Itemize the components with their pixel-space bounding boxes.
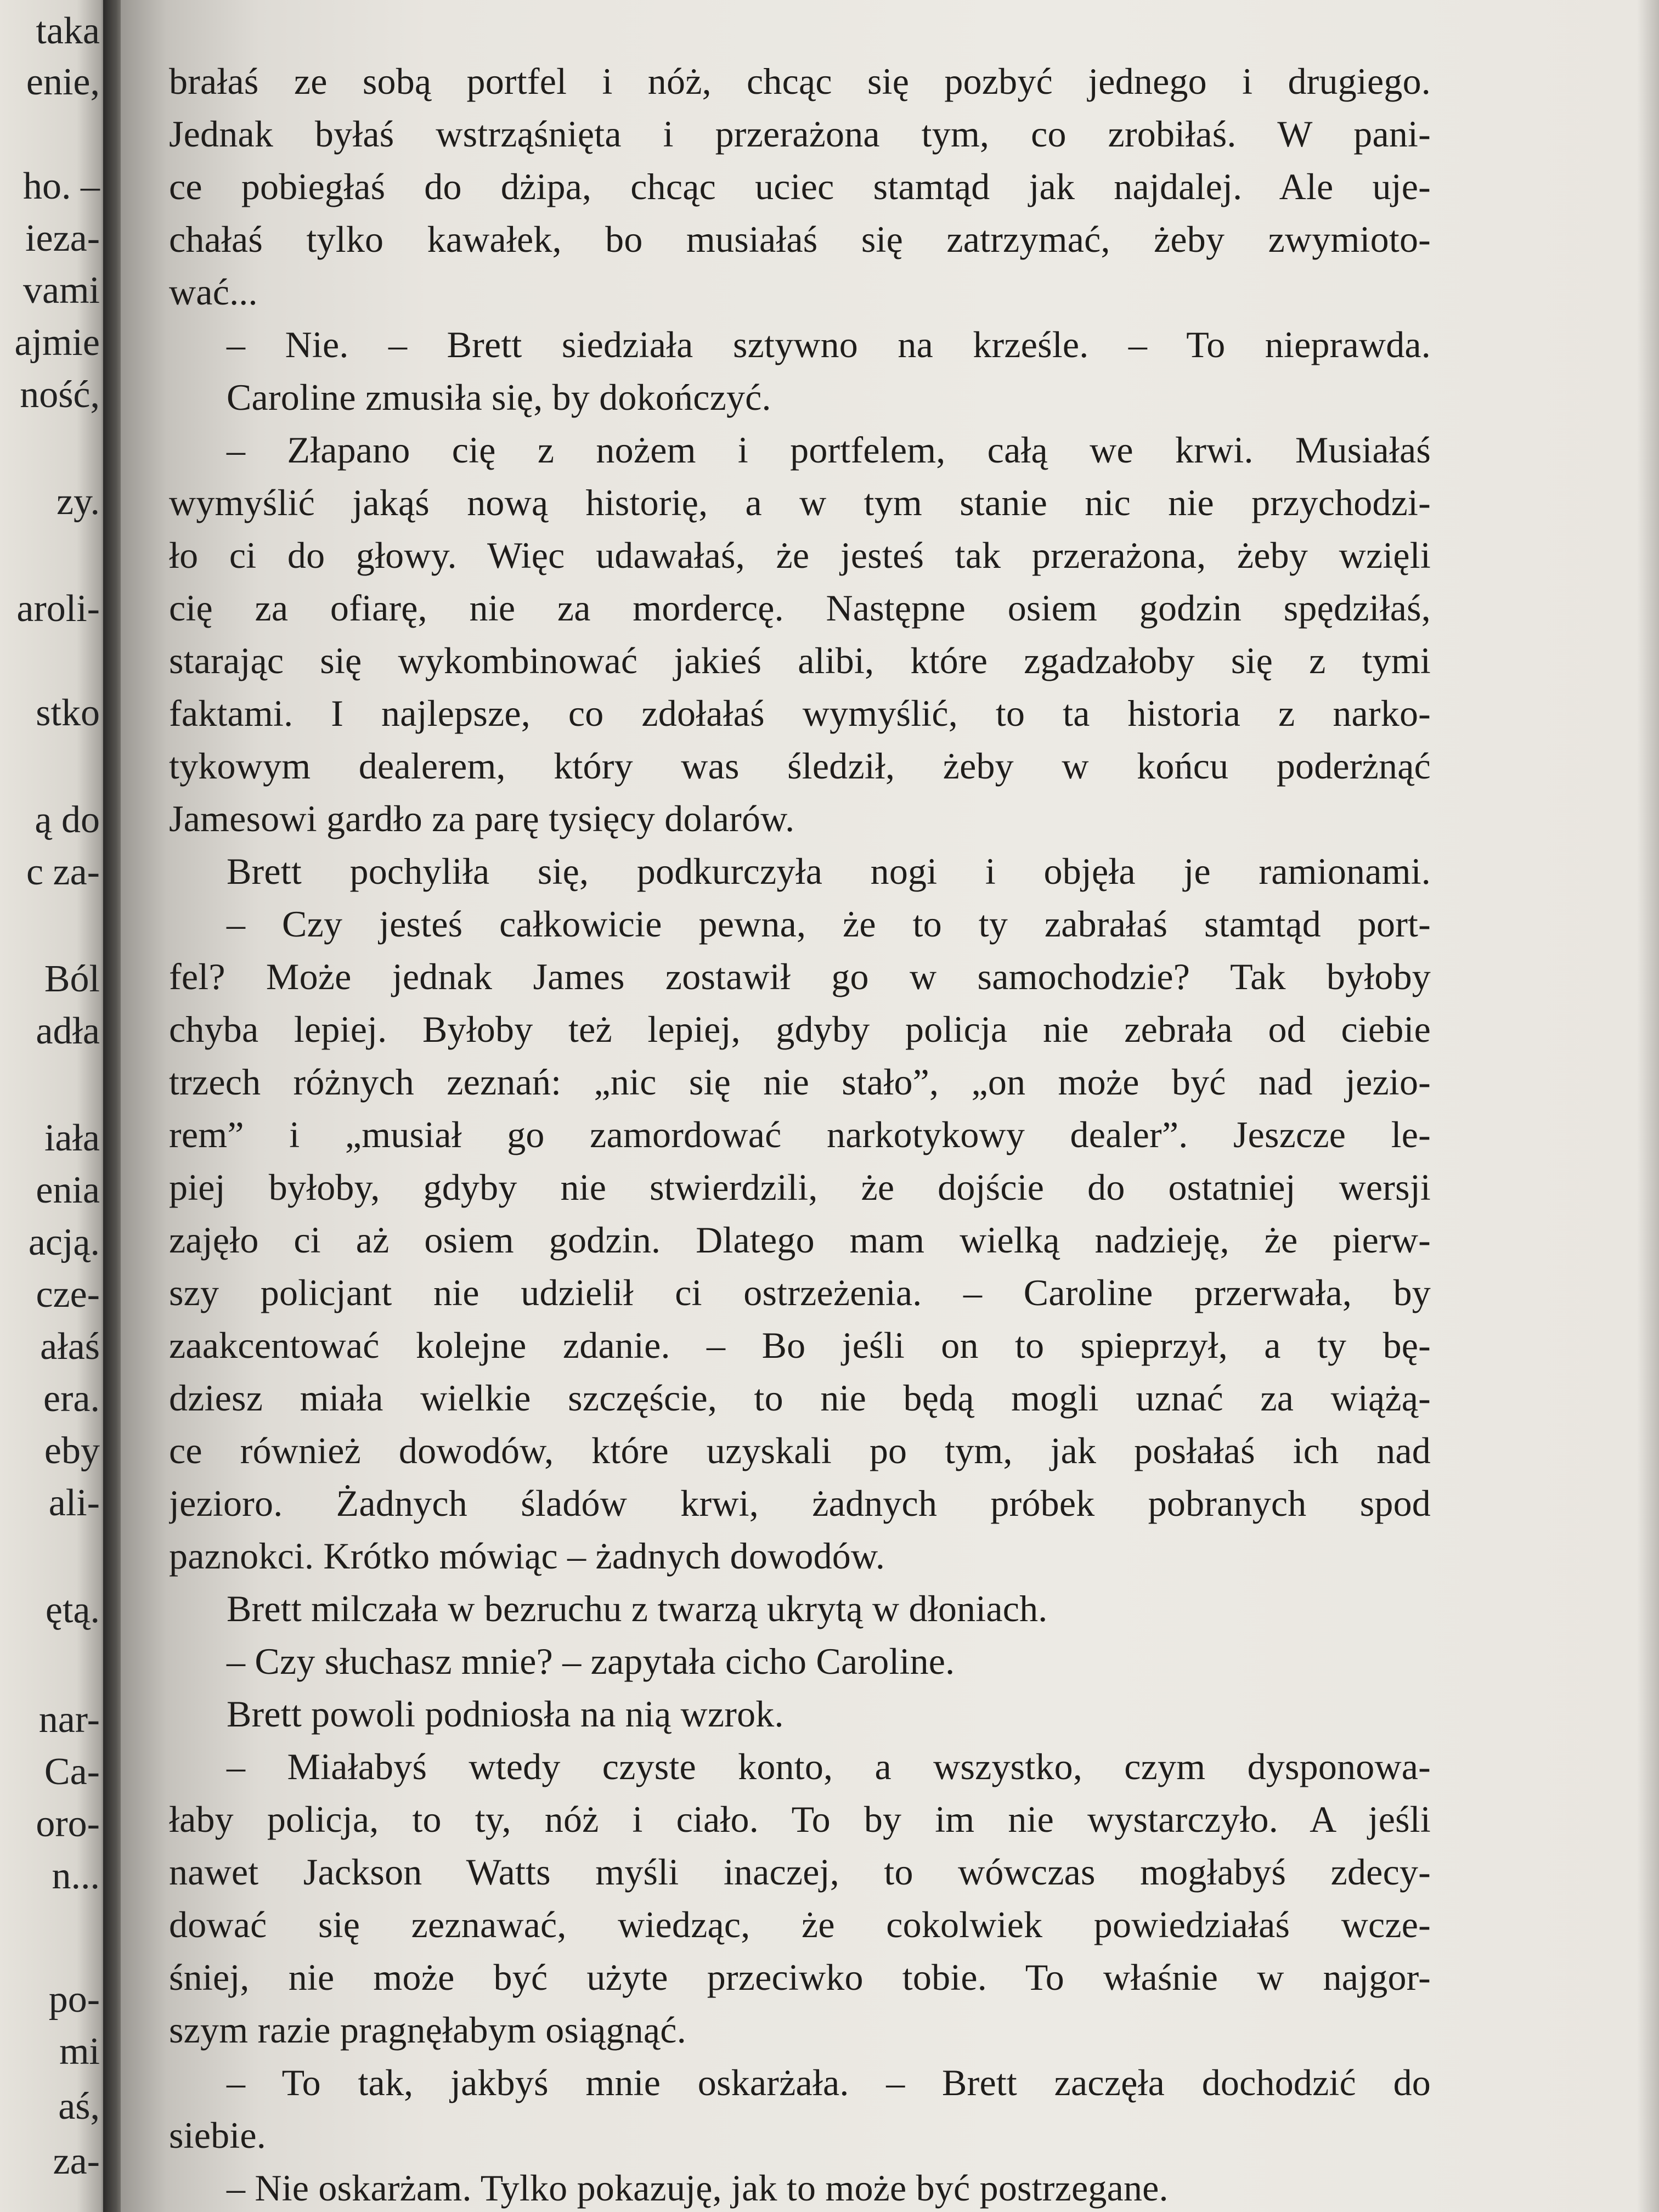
text-line: paznokci. Krótko mówiąc – żadnych dowodów. [169,1535,885,1577]
text-line: Brett powoli podniosła na nią wzrok. [227,1693,784,1735]
left-page-line: c za- [26,851,100,893]
left-page-line: ajmie [14,321,100,364]
text-line: – Czy słuchasz mnie? – zapytała cicho Caroline. [227,1640,955,1682]
text-line: fel? Może jednak James zostawił go w samochodzie? Tak byłoby [169,956,1431,997]
left-page-line: Ca- [44,1751,100,1793]
text-line: wać... [169,271,258,313]
text-line: rem” i „musiał go zamordować narkotykowy dealer”. Jeszcze le- [169,1114,1431,1155]
text-line: – Miałabyś wtedy czyste konto, a wszystko, czym dysponowa- [227,1746,1431,1787]
text-line: tykowym dealerem, który was śledził, żeby w końcu poderżnąć [169,745,1431,787]
left-page-line: aroli- [16,588,100,630]
left-page-line: acją. [28,1221,100,1263]
left-page-line: taka [36,10,100,52]
text-line: szym razie pragnęłabym osiągnąć. [169,2009,686,2051]
text-line: siebie. [169,2114,267,2156]
left-page-line: ali- [48,1482,100,1524]
text-line: piej byłoby, gdyby nie stwierdzili, że dojście do ostatniej wersji [169,1166,1431,1208]
left-page-line: n... [52,1855,100,1897]
text-line: chałaś tylko kawałek, bo musiałaś się zatrzymać, żeby zwymioto- [169,218,1431,260]
left-page-line: enia [36,1169,100,1211]
page-body-text [169,55,1431,2212]
text-line: trzech różnych zeznań: „nic się nie stało”, „on może być nad jezio- [169,1061,1431,1103]
left-page-line: po- [48,1978,100,2021]
left-page-line: mi [59,2030,100,2073]
text-line: Jamesowi gardło za parę tysięcy dolarów. [169,798,795,839]
text-line: faktami. I najlepsze, co zdołałaś wymyślić, to ta historia z narko- [169,692,1431,734]
left-page-line: zy. [56,481,100,523]
left-page-line: ieza- [25,217,100,259]
text-line: zajęło ci aż osiem godzin. Dlatego mam wielką nadzieję, że pierw- [169,1219,1431,1261]
left-page [0,0,110,2212]
text-line: Jednak byłaś wstrząśnięta i przerażona tym, co zrobiłaś. W pani- [169,113,1431,155]
left-page-line: stko [36,692,100,734]
text-line: – Nie. – Brett siedziała sztywno na krześle. – To nieprawda. [227,324,1431,365]
left-page-line: Ból [44,958,100,1000]
left-page-line: adła [36,1010,100,1052]
text-line: ce pobiegłaś do dżipa, chcąc uciec stamtąd jak najdalej. Ale uje- [169,166,1431,207]
text-line: jezioro. Żadnych śladów krwi, żadnych próbek pobranych spod [169,1482,1431,1524]
text-line: chyba lepiej. Byłoby też lepiej, gdyby policja nie zebrała od ciebie [169,1008,1431,1050]
left-page-line: nar- [38,1699,100,1741]
left-page-line: iała [44,1117,100,1159]
text-line: Brett pochyliła się, podkurczyła nogi i objęła je ramionami. [227,850,1431,892]
text-line: starając się wykombinować jakieś alibi, które zgadzałoby się z tymi [169,640,1431,681]
text-line: szy policjant nie udzielił ci ostrzeżenia. – Caroline przerwała, by [169,1272,1431,1313]
left-page-line: ętą. [45,1589,100,1631]
text-line: dować się zeznawać, wiedząc, że cokolwiek powiedziałaś wcze- [169,1904,1431,1945]
text-line: – Nie oskarżam. Tylko pokazuję, jak to może być postrzegane. [227,2167,1169,2209]
left-page-line: ą do [35,799,100,841]
text-line: dziesz miała wielkie szczęście, to nie będą mogli uznać za wiążą- [169,1377,1431,1419]
left-page-line: era. [43,1378,100,1420]
text-line: Caroline zmusiła się, by dokończyć. [227,376,771,418]
left-page-line: oro- [36,1803,100,1845]
left-page-line: cze- [36,1273,100,1316]
text-line: wymyślić jakąś nową historię, a w tym stanie nic nie przychodzi- [169,482,1431,523]
left-page-line: za- [53,2140,100,2182]
left-page-line: ałaś [40,1325,100,1368]
text-line: brałaś ze sobą portfel i nóż, chcąc się pozbyć jednego i drugiego. [169,60,1431,102]
text-line: Brett milczała w bezruchu z twarzą ukrytą w dłoniach. [227,1588,1048,1629]
text-line: – To tak, jakbyś mnie oskarżała. – Brett zaczęła dochodzić do [227,2062,1431,2103]
left-page-line: vami [23,269,100,312]
text-line: ce również dowodów, które uzyskali po tym, jak posłałaś ich nad [169,1430,1431,1471]
left-page-line: ność, [20,374,100,416]
text-line: cię za ofiarę, nie za mordercę. Następne osiem godzin spędziłaś, [169,587,1431,629]
text-line: nawet Jackson Watts myśli inaczej, to wówczas mogłabyś zdecy- [169,1851,1431,1893]
right-page [121,0,1659,2212]
left-page-line: aś, [58,2085,100,2128]
page-edge-shadow [1637,0,1659,2212]
text-line: ło ci do głowy. Więc udawałaś, że jesteś tak przerażona, żeby wzięli [169,534,1431,576]
left-page-line: enie, [26,61,100,103]
text-line: łaby policja, to ty, nóż i ciało. To by im nie wystarczyło. A jeśli [169,1798,1431,1840]
text-line: – Czy jesteś całkowicie pewna, że to ty zabrałaś stamtąd port- [227,903,1431,945]
text-line: – Złapano cię z nożem i portfelem, całą we krwi. Musiałaś [227,429,1431,471]
text-line: zaakcentować kolejne zdanie. – Bo jeśli on to spieprzył, a ty bę- [169,1324,1431,1366]
left-page-line: eby [44,1430,100,1472]
left-page-line: ho. – [23,165,100,207]
text-line: śniej, nie może być użyte przeciwko tobie. To właśnie w najgor- [169,1956,1431,1998]
